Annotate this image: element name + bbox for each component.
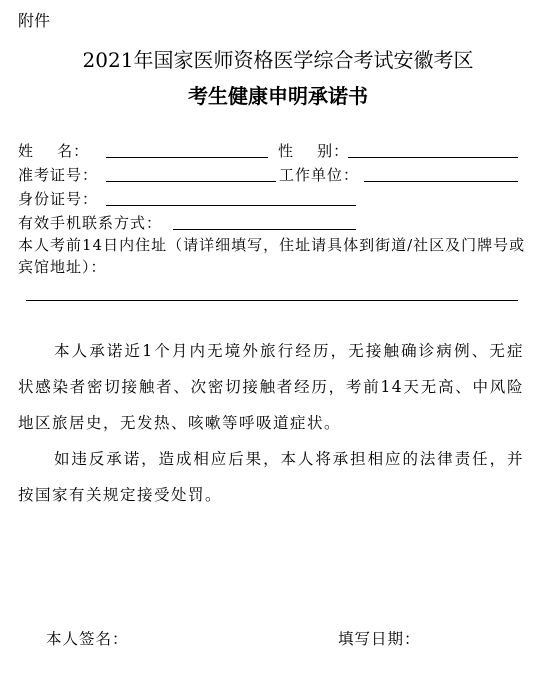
workplace-field[interactable]	[364, 181, 518, 182]
phone-field[interactable]	[173, 229, 356, 230]
exam-no-field[interactable]	[106, 181, 276, 182]
gender-label: 性 别：	[278, 142, 350, 160]
signature-label: 本人签名：	[46, 630, 129, 648]
id-no-field[interactable]	[106, 205, 356, 206]
address-label: 本人考前14日内住址（请详细填写，住址请具体到街道/社区及门牌号或宾馆地址）：	[18, 236, 526, 276]
pledge-paragraph-1: 本人承诺近1个月内无境外旅行经历，无接触确诊病例、无症状感染者密切接触者、次密切接触者经历，考前14天无高、中风险地区旅居史，无发热、咳嗽等呼吸道症状。	[18, 342, 524, 432]
name-label: 姓 名：	[18, 142, 90, 160]
id-no-label: 身份证号：	[18, 190, 99, 208]
date-label: 填写日期：	[338, 630, 421, 648]
pledge-paragraph-2: 如违反承诺，造成相应后果，本人将承担相应的法律责任，并按国家有关规定接受处罚。	[18, 450, 524, 504]
document-title: 2021年国家医师资格医学综合考试安徽考区	[82, 48, 474, 72]
attachment-label: 附件	[18, 11, 51, 30]
document-subtitle: 考生健康申明承诺书	[188, 84, 368, 108]
workplace-label: 工作单位：	[279, 166, 360, 184]
phone-label: 有效手机联系方式：	[18, 214, 163, 232]
name-field[interactable]	[106, 157, 268, 158]
exam-no-label: 准考证号：	[18, 166, 99, 184]
address-field[interactable]	[26, 300, 518, 301]
gender-field[interactable]	[348, 157, 518, 158]
